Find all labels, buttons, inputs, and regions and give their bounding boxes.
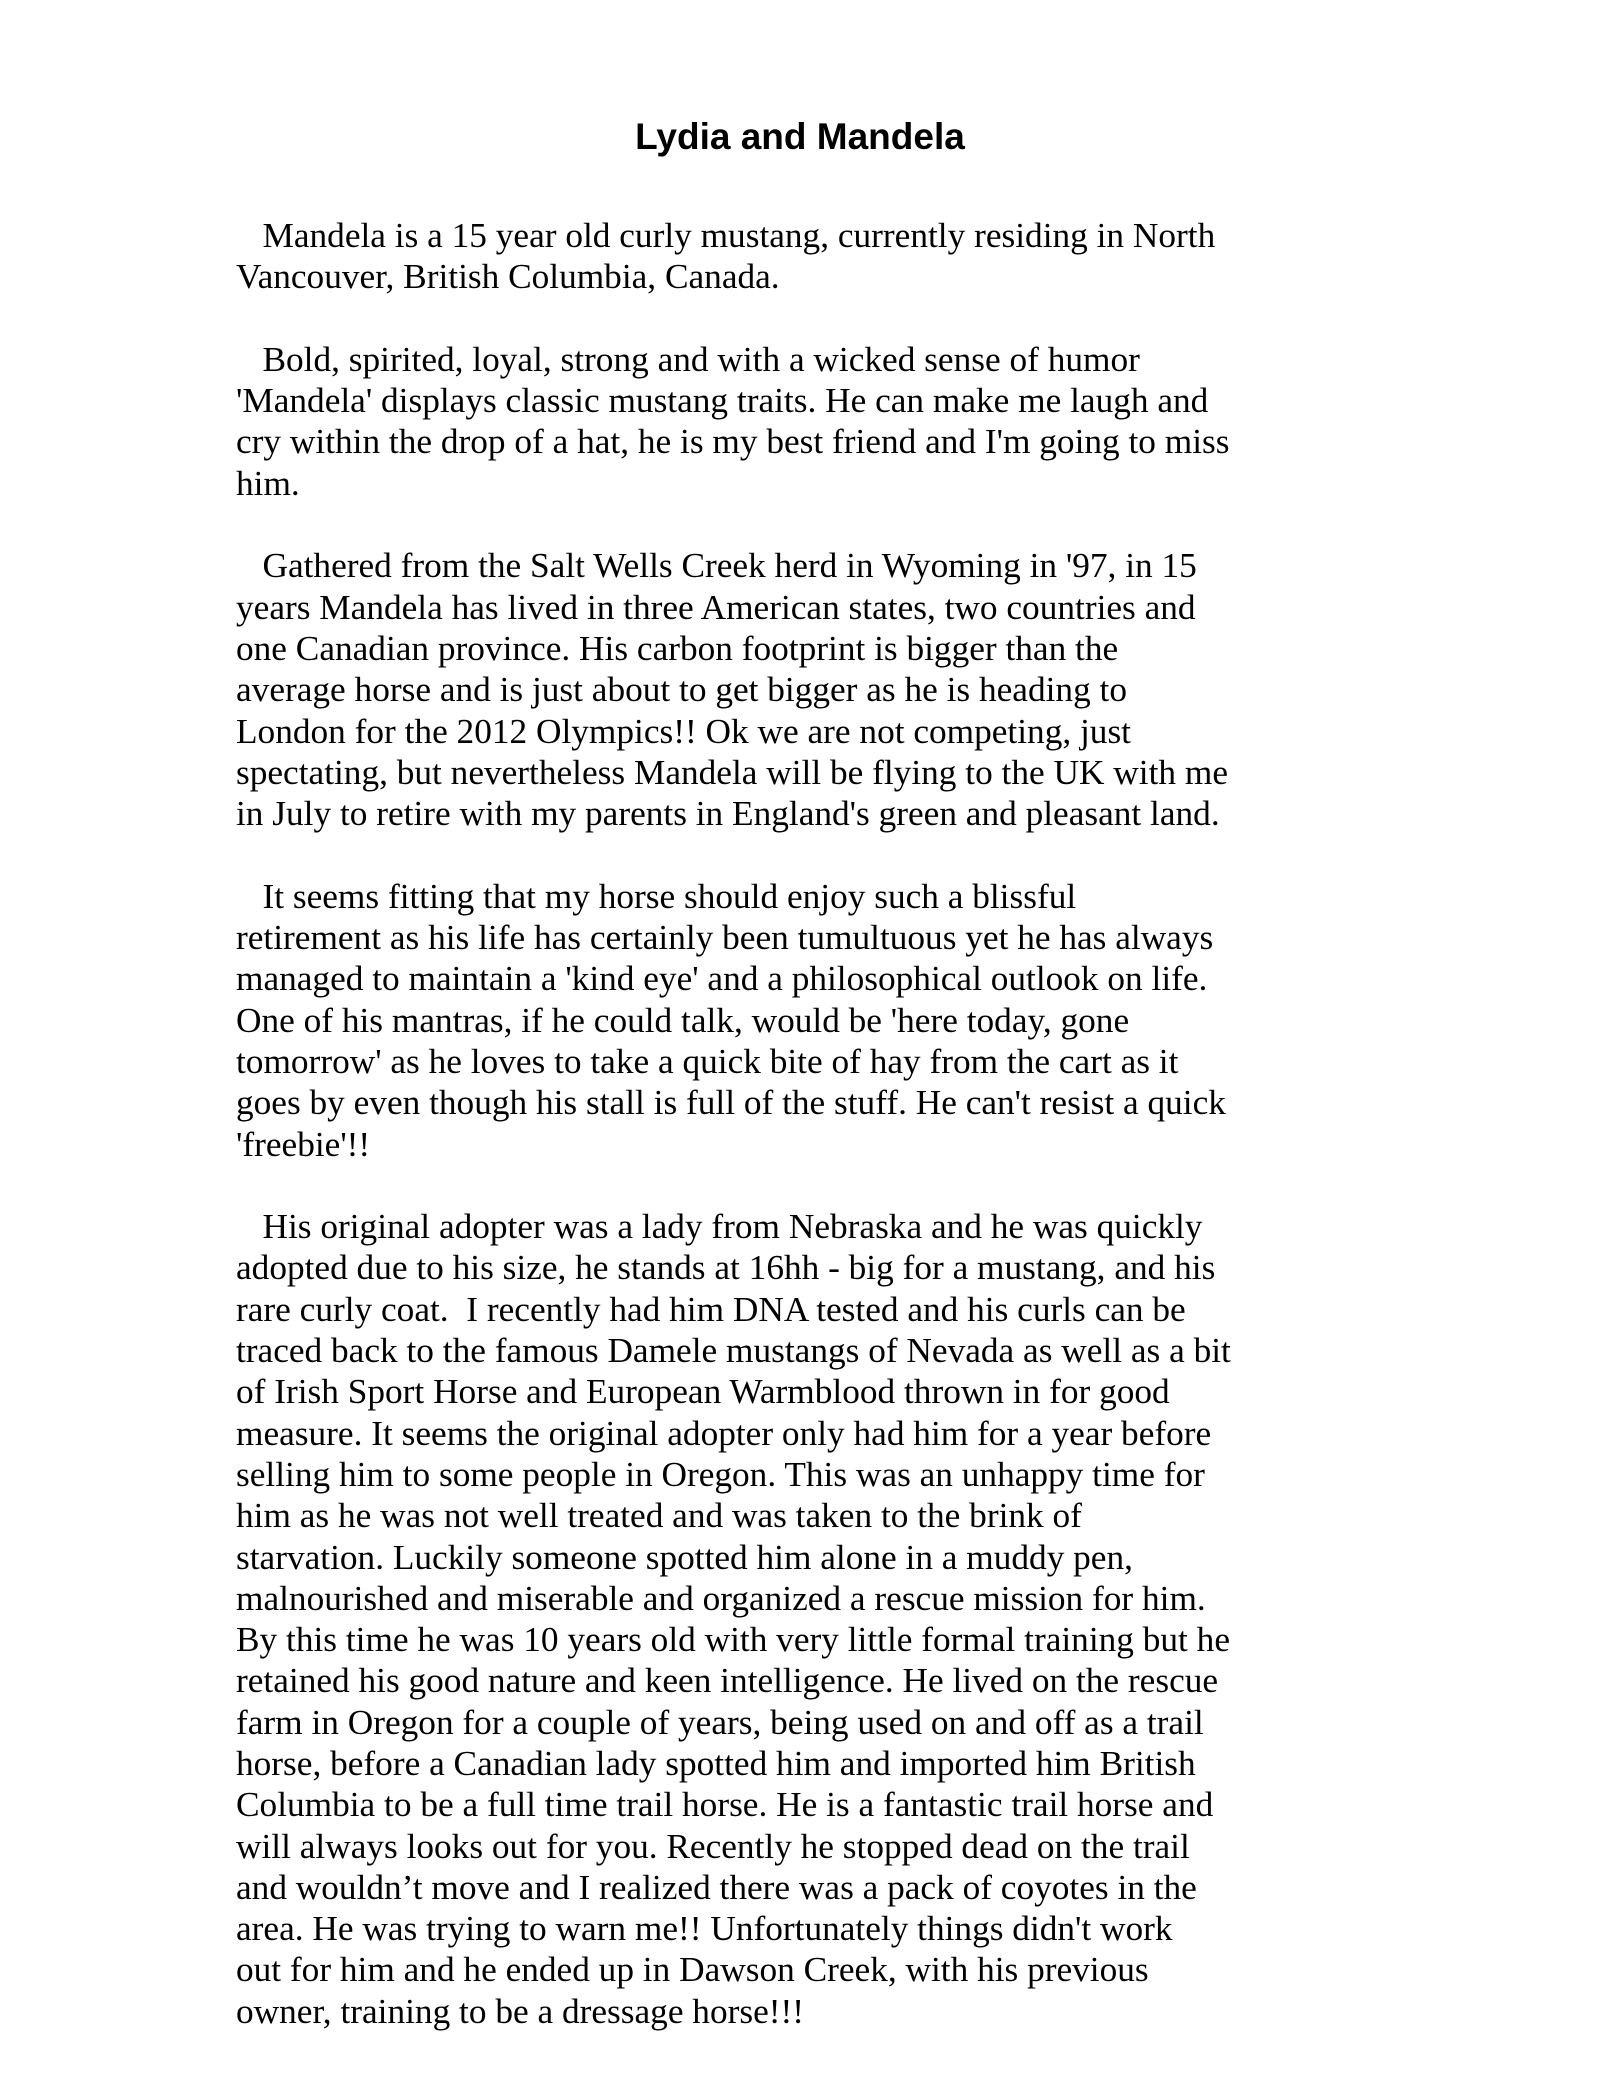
text-line: Mandela is a 15 year old curly mustang, currently residing in North	[236, 216, 1216, 255]
text-line: adopted due to his size, he stands at 16hh - big for a mustang, and his	[236, 1248, 1216, 1288]
document-body	[236, 215, 1436, 2073]
text-line: malnourished and miserable and organized a rescue mission for him.	[236, 1578, 1206, 1618]
text-line: years Mandela has lived in three American states, two countries and	[236, 587, 1196, 627]
text-line: rare curly coat. I recently had him DNA tested and his curls can be	[236, 1289, 1186, 1329]
text-line: in July to retire with my parents in England's green and pleasant land.	[236, 794, 1220, 834]
text-line: him.	[236, 463, 300, 503]
paragraph-retirement	[236, 876, 1436, 1165]
text-line: measure. It seems the original adopter only had him for a year before	[236, 1413, 1212, 1453]
text-line: Vancouver, British Columbia, Canada.	[236, 257, 780, 297]
text-line: London for the 2012 Olympics!! Ok we are not competing, just	[236, 711, 1131, 751]
text-line: one Canadian province. His carbon footprint is bigger than the	[236, 628, 1119, 668]
text-line: starvation. Luckily someone spotted him alone in a muddy pen,	[236, 1537, 1133, 1577]
text-line: retirement as his life has certainly been tumultuous yet he has always	[236, 918, 1214, 958]
text-line: farm in Oregon for a couple of years, being used on and off as a trail	[236, 1702, 1204, 1742]
text-line: One of his mantras, if he could talk, would be 'here today, gone	[236, 1000, 1130, 1040]
text-line: will always looks out for you. Recently he stopped dead on the trail	[236, 1826, 1190, 1866]
text-line: Bold, spirited, loyal, strong and with a wicked sense of humor	[236, 339, 1140, 379]
text-line: His original adopter was a lady from Nebraska and he was quickly	[236, 1207, 1203, 1247]
text-line: Gathered from the Salt Wells Creek herd in Wyoming in '97, in 15	[236, 546, 1197, 586]
text-line: Columbia to be a full time trail horse. He is a fantastic trail horse and	[236, 1785, 1214, 1825]
text-line: spectating, but nevertheless Mandela will be flying to the UK with me	[236, 752, 1229, 792]
text-line: owner, training to be a dressage horse!!!	[236, 1991, 805, 2031]
text-line: average horse and is just about to get bigger as he is heading to	[236, 670, 1128, 710]
text-line: 'freebie'!!	[236, 1124, 371, 1164]
text-line: out for him and he ended up in Dawson Creek, with his previous	[236, 1950, 1149, 1990]
text-line: 'Mandela' displays classic mustang traits. He can make me laugh and	[236, 381, 1209, 421]
document-title: Lydia and Mandela	[635, 116, 965, 157]
text-line: him as he was not well treated and was taken to the brink of	[236, 1496, 1082, 1536]
text-line: of Irish Sport Horse and European Warmblood thrown in for good	[236, 1372, 1170, 1412]
text-line: tomorrow' as he loves to take a quick bite of hay from the cart as it	[236, 1041, 1179, 1081]
text-line: It seems fitting that my horse should enjoy such a blissful	[236, 876, 1077, 916]
text-line: cry within the drop of a hat, he is my best friend and I'm going to miss	[236, 422, 1230, 462]
paragraph-intro	[236, 215, 1436, 298]
text-line: goes by even though his stall is full of the stuff. He can't resist a quick	[236, 1083, 1226, 1123]
paragraph-history	[236, 545, 1436, 834]
text-line: area. He was trying to warn me!! Unfortunately things didn't work	[236, 1909, 1173, 1949]
text-line: traced back to the famous Damele mustangs of Nevada as well as a bit	[236, 1331, 1231, 1371]
paragraph-traits	[236, 339, 1436, 504]
text-line: retained his good nature and keen intelligence. He lived on the rescue	[236, 1661, 1219, 1701]
text-line: By this time he was 10 years old with very little formal training but he	[236, 1620, 1231, 1660]
text-line: and wouldn’t move and I realized there was a pack of coyotes in the	[236, 1867, 1197, 1907]
text-line: horse, before a Canadian lady spotted him and imported him British	[236, 1743, 1196, 1783]
paragraph-adoption	[236, 1206, 1436, 2032]
text-line: selling him to some people in Oregon. This was an unhappy time for	[236, 1454, 1205, 1494]
text-line: managed to maintain a 'kind eye' and a philosophical outlook on life.	[236, 959, 1208, 999]
